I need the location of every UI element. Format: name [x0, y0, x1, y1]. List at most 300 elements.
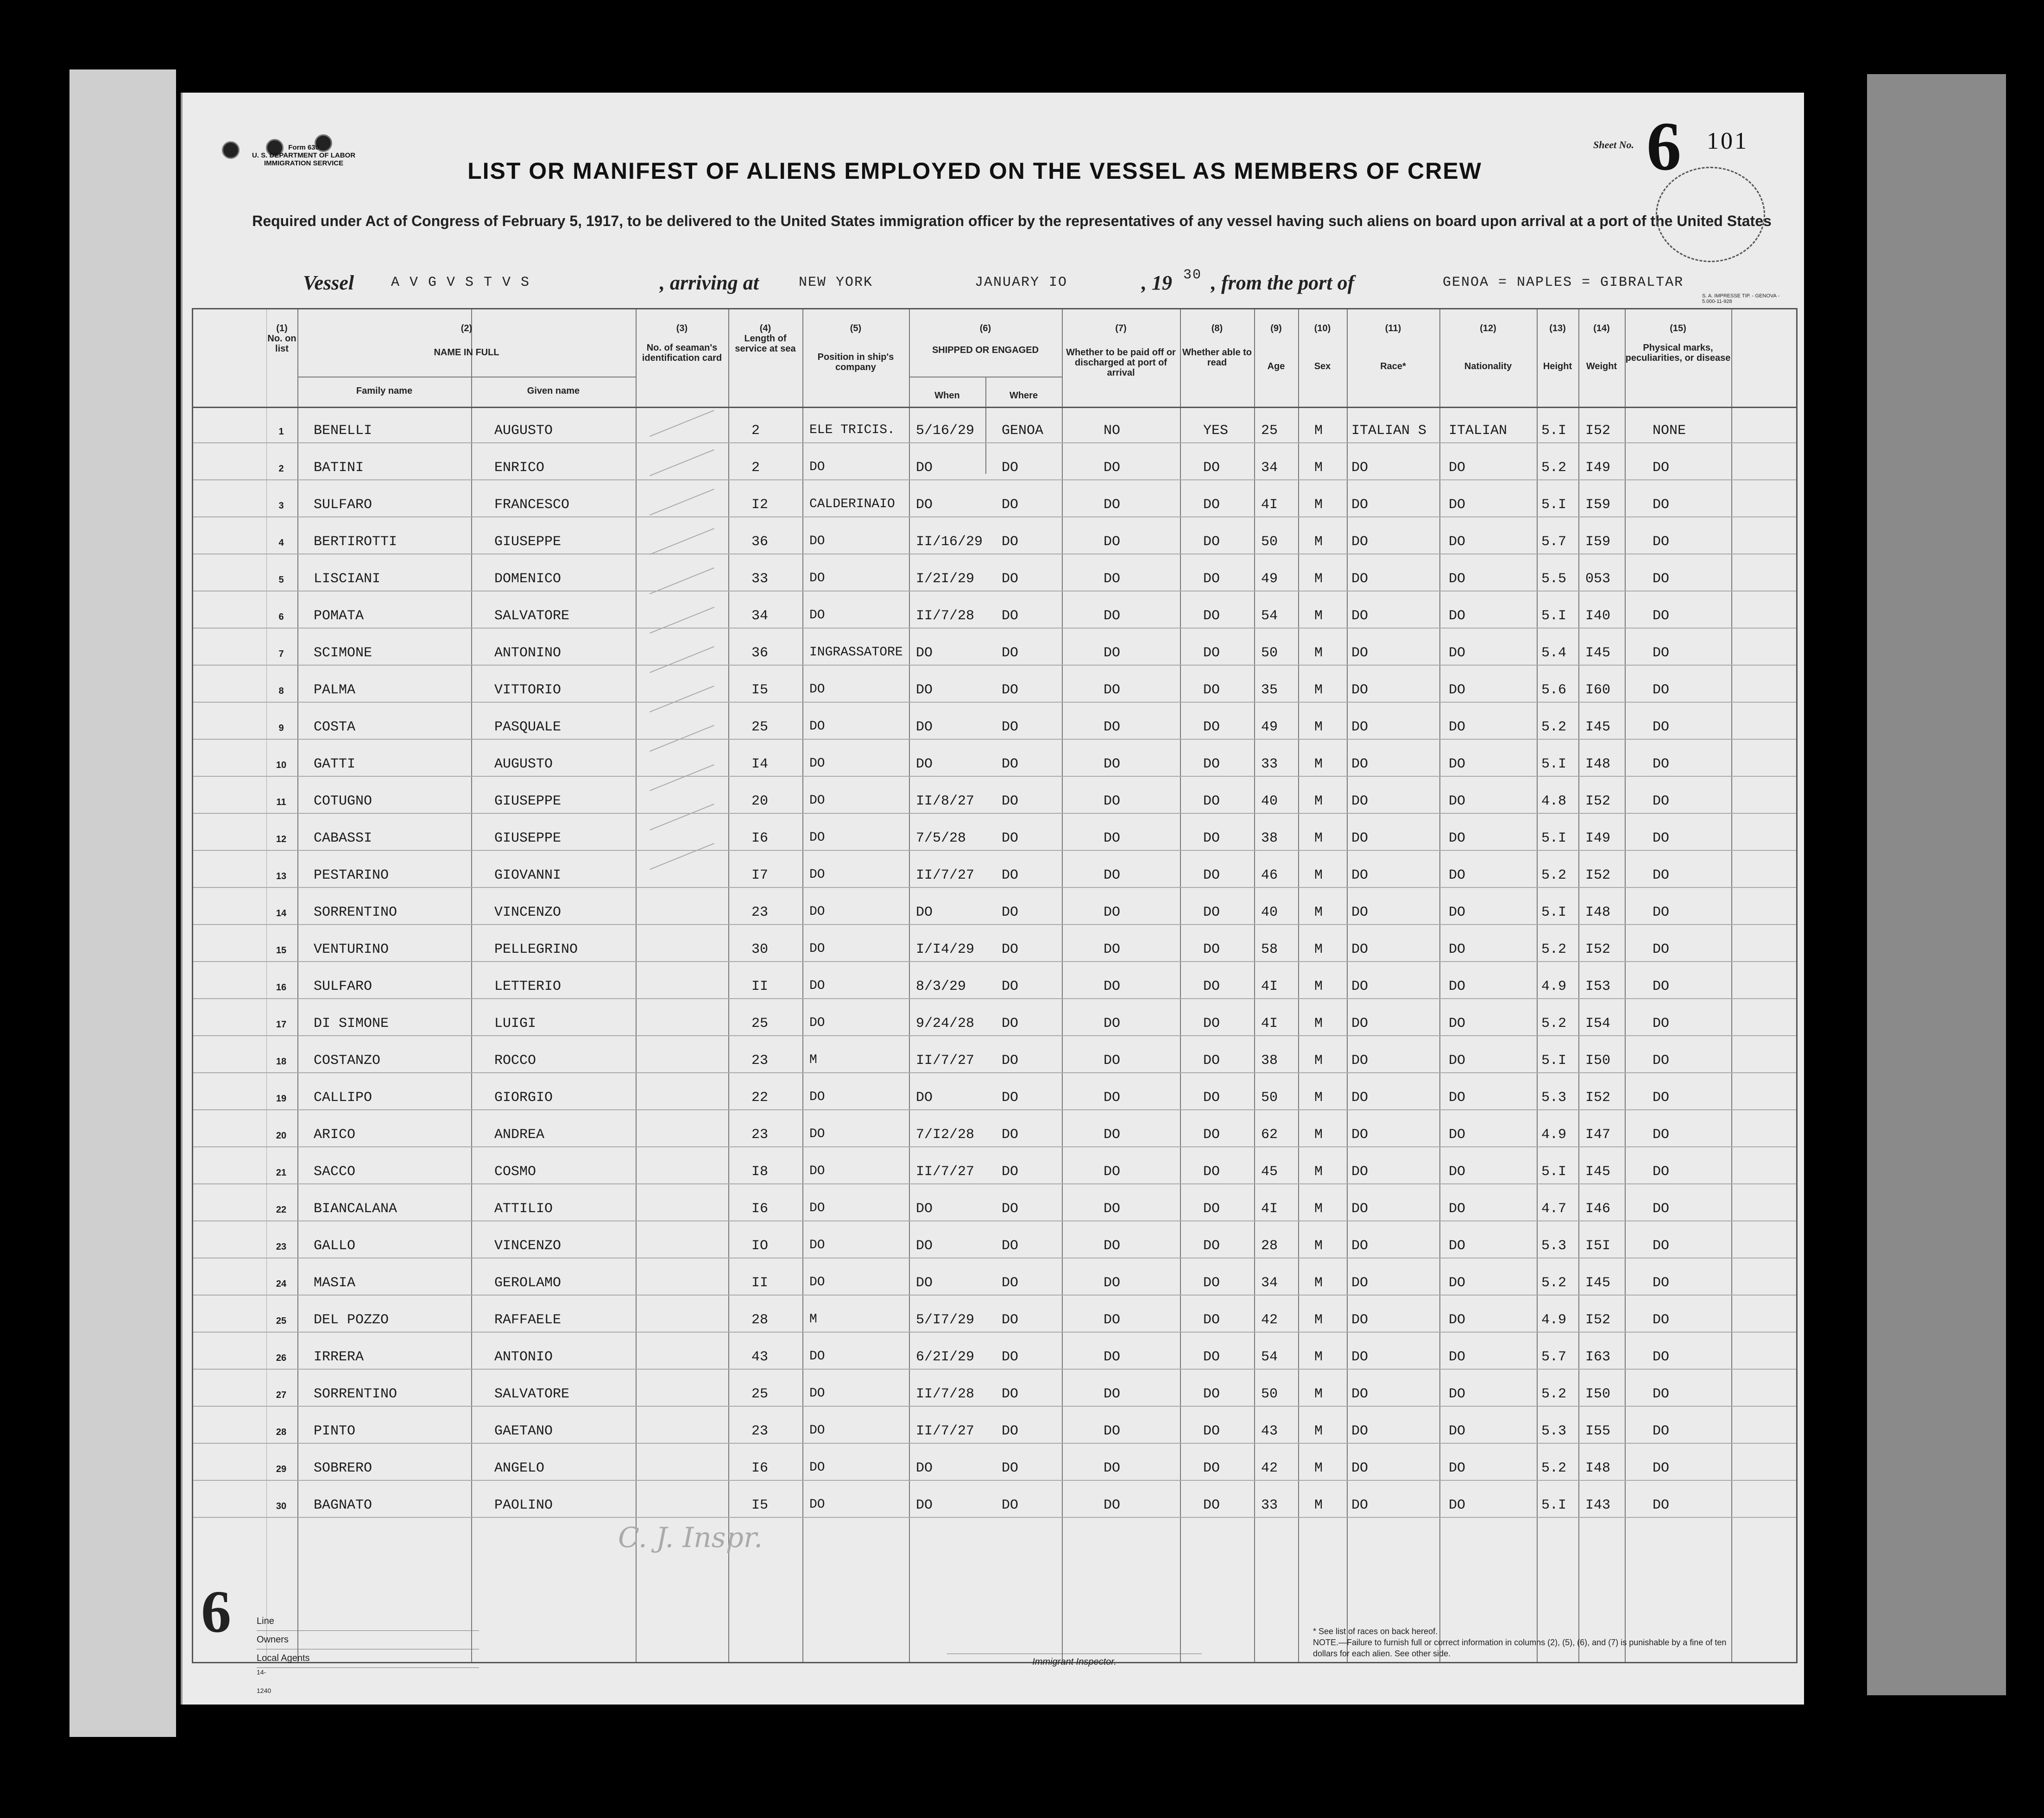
sex-cell: M	[1314, 1127, 1323, 1143]
row-rule	[193, 479, 1796, 480]
given-name-cell: AUGUSTO	[494, 756, 553, 772]
row-rule	[193, 1109, 1796, 1110]
row-rule	[193, 1220, 1796, 1221]
row-rule	[193, 887, 1796, 888]
weight-cell: I46	[1585, 1201, 1611, 1217]
engaged-where-cell: DO	[1002, 830, 1019, 846]
position-cell: DO	[809, 756, 825, 771]
race-cell: DO	[1351, 1053, 1369, 1069]
weight-cell: I47	[1585, 1127, 1611, 1143]
nationality-cell: DO	[1449, 1386, 1466, 1402]
given-name-cell: PASQUALE	[494, 719, 561, 735]
age-cell: 50	[1261, 1386, 1278, 1402]
col-race-header: (11) Race*	[1380, 323, 1406, 371]
physical-marks-cell: DO	[1653, 1090, 1670, 1106]
weight-cell: I53	[1585, 979, 1611, 994]
family-name-cell: SULFARO	[314, 497, 372, 513]
race-cell: DO	[1351, 534, 1369, 550]
nationality-cell: DO	[1449, 571, 1466, 587]
able-to-read-cell: DO	[1203, 979, 1220, 994]
service-length-cell: I2	[751, 497, 769, 513]
weight-cell: I55	[1585, 1423, 1611, 1439]
race-cell: DO	[1351, 719, 1369, 735]
able-to-read-cell: DO	[1203, 534, 1220, 550]
race-cell: DO	[1351, 1349, 1369, 1365]
row-number-cell: 16	[276, 982, 287, 993]
engaged-where-cell: DO	[1002, 1016, 1019, 1032]
paid-off-cell: DO	[1104, 979, 1121, 994]
nationality-cell: DO	[1449, 868, 1466, 883]
engaged-when-cell: DO	[916, 497, 933, 513]
race-cell: DO	[1351, 979, 1369, 994]
age-cell: 34	[1261, 1275, 1278, 1291]
sex-cell: M	[1314, 1090, 1323, 1106]
height-cell: 4.9	[1541, 1127, 1567, 1143]
row-number-cell: 12	[276, 834, 287, 844]
family-name-cell: IRRERA	[314, 1349, 364, 1365]
row-rule	[193, 702, 1796, 703]
paid-off-cell: DO	[1104, 1164, 1121, 1180]
sheet-number: 6	[1647, 108, 1681, 185]
service-length-cell: I6	[751, 1460, 769, 1476]
engaged-where-cell: DO	[1002, 608, 1019, 624]
family-name-cell: COSTA	[314, 719, 356, 735]
able-to-read-cell: DO	[1203, 719, 1220, 735]
engaged-where-cell: DO	[1002, 1090, 1019, 1106]
age-cell: 25	[1261, 423, 1278, 439]
col-weight-header: (14) Weight	[1586, 323, 1617, 371]
engaged-when-cell: I/2I/29	[916, 571, 975, 587]
nationality-cell: DO	[1449, 1127, 1466, 1143]
row-number-cell: 15	[276, 945, 287, 956]
height-cell: 5.2	[1541, 942, 1567, 957]
engaged-when-cell: DO	[916, 460, 933, 476]
service-length-cell: 34	[751, 608, 769, 624]
age-cell: 33	[1261, 1497, 1278, 1513]
nationality-cell: DO	[1449, 1275, 1466, 1291]
engaged-where-cell: DO	[1002, 497, 1019, 513]
race-cell: DO	[1351, 1497, 1369, 1513]
position-cell: DO	[809, 571, 825, 585]
height-cell: 5.I	[1541, 830, 1567, 846]
given-name-cell: VINCENZO	[494, 905, 561, 920]
age-cell: 35	[1261, 682, 1278, 698]
height-cell: 5.4	[1541, 645, 1567, 661]
engaged-when-cell: DO	[916, 1275, 933, 1291]
sex-cell: M	[1314, 1275, 1323, 1291]
row-rule	[193, 850, 1796, 851]
col-where-header: Where	[1009, 390, 1038, 401]
sex-cell: M	[1314, 497, 1323, 513]
given-name-cell: AUGUSTO	[494, 423, 553, 439]
physical-marks-cell: DO	[1653, 1312, 1670, 1328]
race-cell: DO	[1351, 608, 1369, 624]
physical-marks-cell: DO	[1653, 1423, 1670, 1439]
race-cell: DO	[1351, 682, 1369, 698]
race-cell: DO	[1351, 1312, 1369, 1328]
row-number-cell: 17	[276, 1019, 287, 1030]
age-cell: 50	[1261, 1090, 1278, 1106]
height-cell: 5.2	[1541, 868, 1567, 883]
family-name-cell: SORRENTINO	[314, 905, 397, 920]
able-to-read-cell: DO	[1203, 830, 1220, 846]
age-cell: 33	[1261, 756, 1278, 772]
owners-label: Owners	[257, 1630, 479, 1649]
engaged-where-cell: DO	[1002, 645, 1019, 661]
position-cell: DO	[809, 1201, 825, 1215]
nationality-cell: DO	[1449, 1053, 1466, 1069]
given-name-cell: GIORGIO	[494, 1090, 553, 1106]
row-rule	[193, 1146, 1796, 1147]
engaged-when-cell: 7/5/28	[916, 830, 966, 846]
weight-cell: I49	[1585, 830, 1611, 846]
height-cell: 5.3	[1541, 1238, 1567, 1254]
row-rule	[193, 1406, 1796, 1407]
age-cell: 50	[1261, 645, 1278, 661]
row-rule	[193, 1183, 1796, 1184]
paid-off-cell: DO	[1104, 1423, 1121, 1439]
sex-cell: M	[1314, 1497, 1323, 1513]
col-height-header: (13) Height	[1543, 323, 1572, 371]
row-rule	[193, 998, 1796, 999]
age-cell: 4I	[1261, 497, 1278, 513]
height-cell: 5.2	[1541, 1275, 1567, 1291]
nationality-cell: DO	[1449, 460, 1466, 476]
position-cell: M	[809, 1053, 817, 1067]
given-name-cell: GIUSEPPE	[494, 793, 561, 809]
age-cell: 38	[1261, 830, 1278, 846]
engaged-when-cell: I/I4/29	[916, 942, 975, 957]
physical-marks-cell: DO	[1653, 1127, 1670, 1143]
able-to-read-cell: DO	[1203, 756, 1220, 772]
given-name-cell: PAOLINO	[494, 1497, 553, 1513]
physical-marks-cell: DO	[1653, 1238, 1670, 1254]
row-rule	[193, 739, 1796, 740]
service-length-cell: 25	[751, 1386, 769, 1402]
paid-off-cell: DO	[1104, 942, 1121, 957]
footer-notes	[1313, 1626, 1753, 1659]
age-cell: 46	[1261, 868, 1278, 883]
nationality-cell: DO	[1449, 1460, 1466, 1476]
engaged-when-cell: II/7/27	[916, 1423, 975, 1439]
paid-off-cell: DO	[1104, 645, 1121, 661]
weight-cell: I59	[1585, 497, 1611, 513]
inspector-line: Immigrant Inspector.	[947, 1654, 1202, 1667]
position-cell: DO	[809, 1238, 825, 1252]
position-cell: DO	[809, 905, 825, 919]
height-cell: 5.3	[1541, 1090, 1567, 1106]
sex-cell: M	[1314, 979, 1323, 994]
nationality-cell: DO	[1449, 497, 1466, 513]
engaged-when-cell: 8/3/29	[916, 979, 966, 994]
stamp-number: 101	[1707, 128, 1748, 154]
col-nationality-header: (12) Nationality	[1464, 323, 1512, 371]
row-rule	[193, 1480, 1796, 1481]
sex-cell: M	[1314, 608, 1323, 624]
row-rule	[193, 1332, 1796, 1333]
arriving-label: , arriving at	[660, 271, 759, 294]
position-cell: DO	[809, 682, 825, 697]
family-name-cell: BENELLI	[314, 423, 372, 439]
family-name-cell: BAGNATO	[314, 1497, 372, 1513]
nationality-cell: DO	[1449, 1349, 1466, 1365]
row-rule	[193, 1295, 1796, 1296]
service-length-cell: I6	[751, 1201, 769, 1217]
able-to-read-cell: DO	[1203, 1312, 1220, 1328]
nationality-cell: DO	[1449, 942, 1466, 957]
family-name-cell: BIANCALANA	[314, 1201, 397, 1217]
family-name-cell: BATINI	[314, 460, 364, 476]
paid-off-cell: DO	[1104, 608, 1121, 624]
height-cell: 5.7	[1541, 1349, 1567, 1365]
nationality-cell: DO	[1449, 1201, 1466, 1217]
department-name: U. S. DEPARTMENT OF LABOR	[252, 151, 356, 159]
paid-off-cell: DO	[1104, 1497, 1121, 1513]
physical-marks-cell: DO	[1653, 1164, 1670, 1180]
row-number-cell: 1	[278, 427, 284, 437]
paid-off-cell: DO	[1104, 793, 1121, 809]
height-cell: 5.I	[1541, 497, 1567, 513]
form-number: Form 630	[288, 144, 319, 151]
sex-cell: M	[1314, 423, 1323, 439]
page-title: LIST OR MANIFEST OF ALIENS EMPLOYED ON THE VESSEL AS MEMBERS OF CREW	[467, 158, 1482, 184]
able-to-read-cell: DO	[1203, 1201, 1220, 1217]
given-name-cell: GIUSEPPE	[494, 534, 561, 550]
punch-hole	[222, 141, 240, 159]
given-name-cell: ANTONIO	[494, 1349, 553, 1365]
row-number-cell: 24	[276, 1279, 287, 1289]
engaged-where-cell: DO	[1002, 1164, 1019, 1180]
row-number-cell: 26	[276, 1353, 287, 1363]
family-name-cell: DI SIMONE	[314, 1016, 389, 1032]
engaged-where-cell: DO	[1002, 868, 1019, 883]
weight-cell: I50	[1585, 1386, 1611, 1402]
row-rule	[193, 1072, 1796, 1073]
engaged-when-cell: 9/24/28	[916, 1016, 975, 1032]
paid-off-cell: NO	[1104, 423, 1121, 439]
col-age-header: (9) Age	[1267, 323, 1285, 371]
given-name-cell: ANGELO	[494, 1460, 545, 1476]
nationality-cell: DO	[1449, 756, 1466, 772]
race-cell: DO	[1351, 460, 1369, 476]
physical-marks-cell: DO	[1653, 1460, 1670, 1476]
physical-marks-cell: DO	[1653, 719, 1670, 735]
height-cell: 4.7	[1541, 1201, 1567, 1217]
engaged-when-cell: II/7/27	[916, 1164, 975, 1180]
age-cell: 34	[1261, 460, 1278, 476]
physical-marks-cell: DO	[1653, 682, 1670, 698]
idcard-strike-mark	[650, 607, 714, 634]
weight-cell: I40	[1585, 608, 1611, 624]
row-rule	[193, 1369, 1796, 1370]
service-length-cell: 30	[751, 942, 769, 957]
family-name-cell: SULFARO	[314, 979, 372, 994]
family-name-cell: GALLO	[314, 1238, 356, 1254]
paid-off-cell: DO	[1104, 719, 1121, 735]
family-name-cell: PINTO	[314, 1423, 356, 1439]
engaged-when-cell: DO	[916, 1460, 933, 1476]
big-sheet-number: 6	[201, 1579, 231, 1645]
row-number-cell: 29	[276, 1464, 287, 1474]
height-cell: 4.8	[1541, 793, 1567, 809]
paid-off-cell: DO	[1104, 1016, 1121, 1032]
from-port: GENOA = NAPLES = GIBRALTAR	[1443, 275, 1684, 290]
row-number-cell: 11	[276, 797, 286, 807]
able-to-read-cell: DO	[1203, 1349, 1220, 1365]
physical-marks-cell: DO	[1653, 608, 1670, 624]
paid-off-cell: DO	[1104, 1238, 1121, 1254]
engaged-where-cell: DO	[1002, 1238, 1019, 1254]
sex-cell: M	[1314, 1053, 1323, 1069]
able-to-read-cell: DO	[1203, 608, 1220, 624]
engaged-when-cell: DO	[916, 905, 933, 920]
paid-off-cell: DO	[1104, 1275, 1121, 1291]
service-length-cell: I6	[751, 830, 769, 846]
weight-cell: I60	[1585, 682, 1611, 698]
able-to-read-cell: DO	[1203, 497, 1220, 513]
physical-marks-cell: DO	[1653, 1386, 1670, 1402]
row-rule	[193, 924, 1796, 925]
family-name-cell: PALMA	[314, 682, 356, 698]
position-cell: DO	[809, 460, 825, 474]
service-length-cell: 2	[751, 460, 760, 476]
service-length-cell: 23	[751, 905, 769, 920]
service-length-cell: 28	[751, 1312, 769, 1328]
engaged-when-cell: II/8/27	[916, 793, 975, 809]
position-cell: DO	[809, 719, 825, 734]
able-to-read-cell: DO	[1203, 1053, 1220, 1069]
height-cell: 5.I	[1541, 608, 1567, 624]
row-number-cell: 19	[276, 1094, 287, 1104]
able-to-read-cell: DO	[1203, 682, 1220, 698]
race-cell: DO	[1351, 1164, 1369, 1180]
weight-cell: I52	[1585, 1090, 1611, 1106]
scan-edge-left	[69, 69, 176, 1737]
nationality-cell: ITALIAN	[1449, 423, 1508, 439]
physical-marks-cell: DO	[1653, 460, 1670, 476]
age-cell: 54	[1261, 1349, 1278, 1365]
engaged-when-cell: II/16/29	[916, 534, 983, 550]
physical-marks-cell: DO	[1653, 1016, 1670, 1032]
idcard-strike-mark	[650, 764, 714, 791]
able-to-read-cell: DO	[1203, 460, 1220, 476]
race-cell: DO	[1351, 1201, 1369, 1217]
engaged-when-cell: 5/I7/29	[916, 1312, 975, 1328]
nationality-cell: DO	[1449, 1312, 1466, 1328]
col-read-header: (8) Whether able to read	[1182, 323, 1252, 368]
height-cell: 5.6	[1541, 682, 1567, 698]
service-length-cell: I5	[751, 682, 769, 698]
physical-marks-cell: DO	[1653, 1201, 1670, 1217]
engaged-when-cell: DO	[916, 1090, 933, 1106]
paid-off-cell: DO	[1104, 460, 1121, 476]
engaged-when-cell: DO	[916, 1238, 933, 1254]
col-marks-header: (15) Physical marks, peculiarities, or disease	[1625, 323, 1731, 363]
row-number-cell: 22	[276, 1205, 287, 1215]
given-name-cell: COSMO	[494, 1164, 536, 1180]
sex-cell: M	[1314, 645, 1323, 661]
age-cell: 28	[1261, 1238, 1278, 1254]
paid-off-cell: DO	[1104, 1053, 1121, 1069]
fine-note: NOTE.—Failure to furnish full or correct information in columns (2), (5), (6), and (7) is punishable by a fine of ten dollars for each alien. See other side.	[1313, 1638, 1727, 1658]
paid-off-cell: DO	[1104, 756, 1121, 772]
age-cell: 40	[1261, 793, 1278, 809]
row-number-cell: 3	[278, 501, 284, 511]
position-cell: DO	[809, 1164, 825, 1178]
height-cell: 5.3	[1541, 1423, 1567, 1439]
service-length-cell: 36	[751, 645, 769, 661]
physical-marks-cell: DO	[1653, 942, 1670, 957]
family-name-cell: MASIA	[314, 1275, 356, 1291]
race-note: * See list of races on back hereof.	[1313, 1627, 1438, 1636]
family-name-cell: CALLIPO	[314, 1090, 372, 1106]
sex-cell: M	[1314, 460, 1323, 476]
race-cell: DO	[1351, 1460, 1369, 1476]
given-name-cell: ANTONINO	[494, 645, 561, 661]
weight-cell: I63	[1585, 1349, 1611, 1365]
manifest-page	[181, 93, 1804, 1705]
nationality-cell: DO	[1449, 1090, 1466, 1106]
service-length-cell: 23	[751, 1423, 769, 1439]
engaged-where-cell: DO	[1002, 1201, 1019, 1217]
age-cell: 42	[1261, 1460, 1278, 1476]
sex-cell: M	[1314, 1349, 1323, 1365]
agents-label: Local Agents	[257, 1649, 479, 1668]
row-number-cell: 20	[276, 1131, 287, 1141]
idcard-strike-mark	[650, 489, 714, 516]
nationality-cell: DO	[1449, 830, 1466, 846]
sex-cell: M	[1314, 571, 1323, 587]
position-cell: DO	[809, 942, 825, 956]
engaged-where-cell: DO	[1002, 1386, 1019, 1402]
row-number-cell: 6	[278, 612, 284, 622]
given-name-cell: GEROLAMO	[494, 1275, 561, 1291]
engaged-when-cell: DO	[916, 682, 933, 698]
able-to-read-cell: DO	[1203, 571, 1220, 587]
family-name-cell: LISCIANI	[314, 571, 381, 587]
service-length-cell: 22	[751, 1090, 769, 1106]
service-length-cell: 36	[751, 534, 769, 550]
service-length-cell: 23	[751, 1053, 769, 1069]
given-name-cell: GIUSEPPE	[494, 830, 561, 846]
nationality-cell: DO	[1449, 682, 1466, 698]
given-name-cell: GIOVANNI	[494, 868, 561, 883]
engaged-when-cell: II/7/28	[916, 1386, 975, 1402]
vessel-name: A V G V S T V S	[391, 275, 530, 290]
physical-marks-cell: DO	[1653, 1497, 1670, 1513]
weight-cell: I52	[1585, 942, 1611, 957]
nationality-cell: DO	[1449, 979, 1466, 994]
age-cell: 43	[1261, 1423, 1278, 1439]
engaged-when-cell: II/7/28	[916, 608, 975, 624]
able-to-read-cell: DO	[1203, 905, 1220, 920]
engaged-where-cell: DO	[1002, 979, 1019, 994]
row-rule	[193, 813, 1796, 814]
race-cell: DO	[1351, 1423, 1369, 1439]
race-cell: DO	[1351, 1275, 1369, 1291]
given-name-cell: SALVATORE	[494, 608, 570, 624]
given-name-cell: DOMENICO	[494, 571, 561, 587]
position-cell: DO	[809, 979, 825, 993]
service-length-cell: II	[751, 979, 769, 994]
given-name-cell: ROCCO	[494, 1053, 536, 1069]
year-suffix: 30	[1183, 267, 1202, 283]
row-number-cell: 9	[278, 723, 284, 733]
service-length-cell: IO	[751, 1238, 769, 1254]
row-number-cell: 23	[276, 1242, 287, 1252]
engaged-where-cell: DO	[1002, 942, 1019, 957]
given-name-cell: ENRICO	[494, 460, 545, 476]
